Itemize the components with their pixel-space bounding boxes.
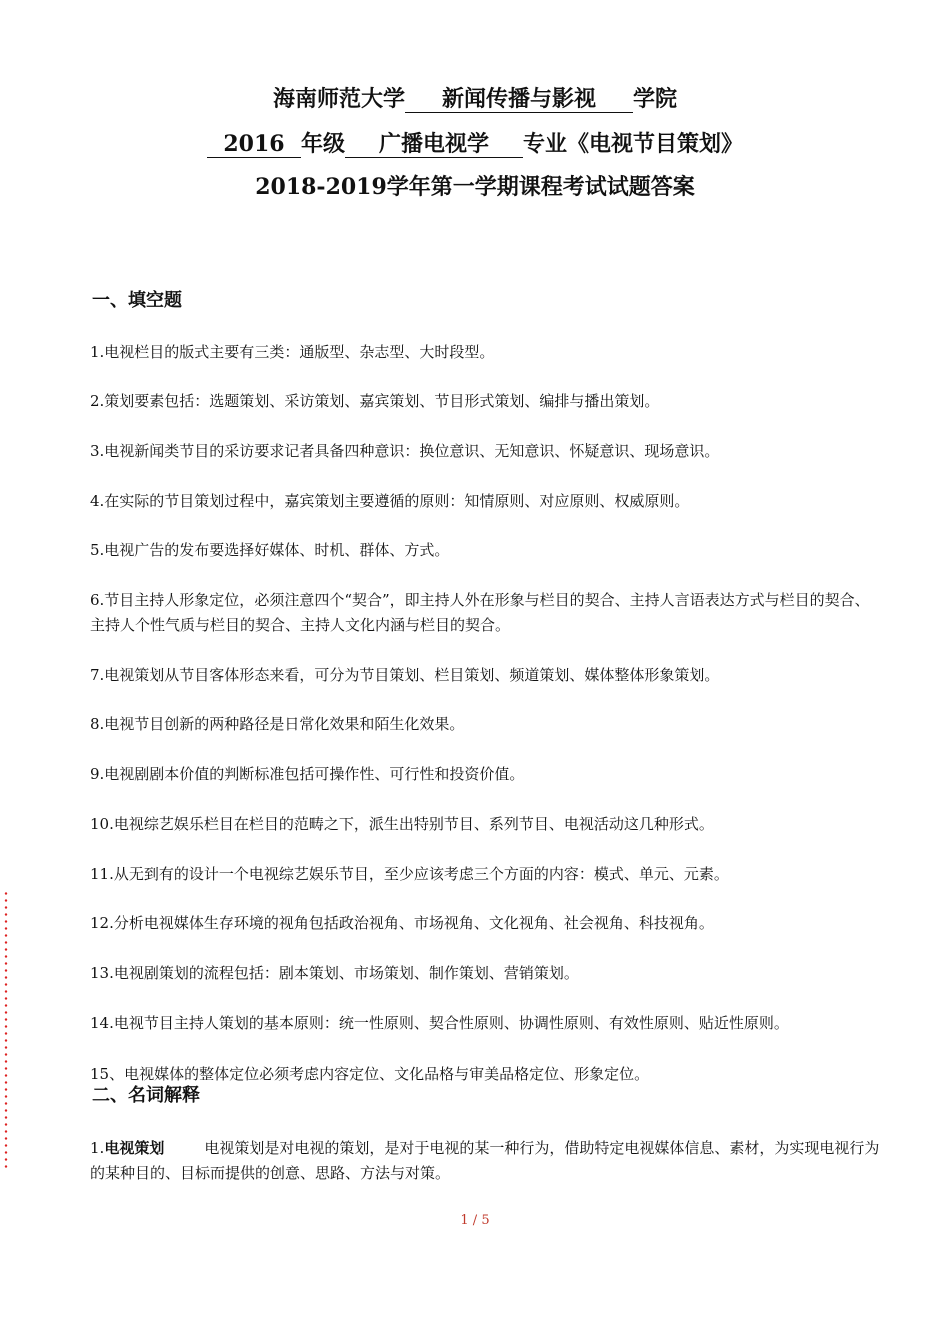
list-item: 13.电视剧策划的流程包括：剧本策划、市场策划、制作策划、营销策划。 [90, 964, 579, 982]
term-definition [90, 1136, 880, 1186]
header-line-3: 2018-2019学年第一学期课程考试试题答案 [255, 174, 695, 200]
major-field: 广播电视学 [345, 129, 523, 158]
term-name: 电视策划 [104, 1139, 165, 1157]
binding-dots [3, 890, 9, 1170]
section-heading-terms: 二、名词解释 [92, 1085, 200, 1106]
list-item: 5.电视广告的发布要选择好媒体、时机、群体、方式。 [90, 541, 450, 559]
term-definition-text: 电视策划是对电视的策划，是对于电视的某一种行为，借助特定电视媒体信息、素材，为实现电视行为的某种目的、目标而提供的创意、思路、方法与对策。 [90, 1139, 880, 1182]
college-name: 新闻传播与影视 [405, 84, 633, 113]
grade-label: 年级 [300, 131, 345, 157]
header-line-1 [0, 84, 950, 114]
list-item: 9.电视剧剧本价值的判断标准包括可操作性、可行性和投资价值。 [90, 765, 525, 783]
college-suffix: 学院 [633, 86, 678, 112]
list-item: 11.从无到有的设计一个电视综艺娱乐节目，至少应该考虑三个方面的内容：模式、单元、元素。 [90, 865, 729, 883]
list-item: 3.电视新闻类节目的采访要求记者具备四种意识：换位意识、无知意识、怀疑意识、现场意识。 [90, 442, 720, 460]
year-field: 2016 [207, 129, 301, 158]
list-item: 12.分析电视媒体生存环境的视角包括政治视角、市场视角、文化视角、社会视角、科技视角。 [90, 914, 714, 932]
term-number: 1. [90, 1139, 105, 1157]
list-item: 7.电视策划从节目客体形态来看，可分为节目策划、栏目策划、频道策划、媒体整体形象策划。 [90, 666, 720, 684]
list-item: 6.节目主持人形象定位，必须注意四个“契合”，即主持人外在形象与栏目的契合、主持人言语表达方式与栏目的契合、主持人个性气质与栏目的契合、主持人文化内涵与栏目的契合。 [90, 591, 870, 634]
list-item: 10.电视综艺娱乐栏目在栏目的范畴之下，派生出特别节目、系列节目、电视活动这几种形式。 [90, 815, 714, 833]
course-name: 专业《电视节目策划》 [523, 131, 744, 157]
list-item: 15、电视媒体的整体定位必须考虑内容定位、文化品格与审美品格定位、形象定位。 [90, 1065, 650, 1083]
list-item: 8.电视节目创新的两种路径是日常化效果和陌生化效果。 [90, 715, 465, 733]
header-line-2 [0, 129, 950, 159]
list-item: 14.电视节目主持人策划的基本原则：统一性原则、契合性原则、协调性原则、有效性原则、贴近性原则。 [90, 1014, 789, 1032]
page-number: 1 / 5 [460, 1213, 490, 1228]
section-heading-fill-blank: 一、填空题 [92, 290, 182, 311]
list-item: 4.在实际的节目策划过程中，嘉宾策划主要遵循的原则：知情原则、对应原则、权威原则。 [90, 492, 690, 510]
list-item: 1.电视栏目的版式主要有三类：通版型、杂志型、大时段型。 [90, 343, 495, 361]
list-item: 2.策划要素包括：选题策划、采访策划、嘉宾策划、节目形式策划、编排与播出策划。 [90, 392, 660, 410]
school-name: 海南师范大学 [272, 86, 405, 112]
